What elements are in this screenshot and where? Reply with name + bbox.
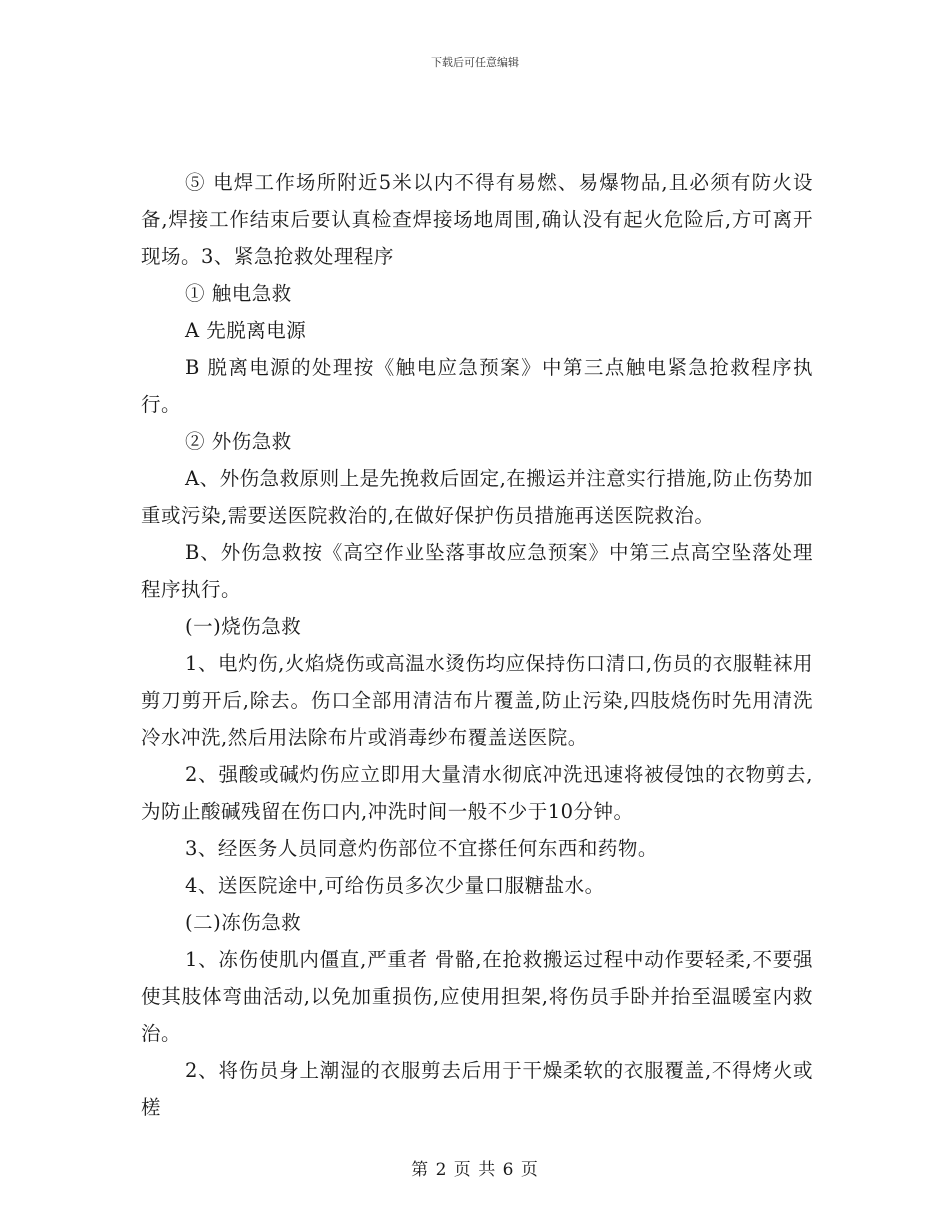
- paragraph-power-procedure: B 脱离电源的处理按《触电应急预案》中第三点触电紧急抢救程序执行。: [141, 356, 813, 416]
- paragraph-disconnect-power: A 先脱离电源: [185, 319, 307, 342]
- paragraph-trauma-principle: A、外伤急救原则上是先挽救后固定,在搬运并注意实行措施,防止伤势加重或污染,需要送医院救治的,在做好保护伤员措施再送医院救治。: [141, 467, 813, 527]
- heading-frostbite-aid: (二)冻伤急救: [185, 911, 302, 934]
- heading-electric-shock-aid: ① 触电急救: [185, 282, 292, 305]
- paragraph-frostbite-1: 1、冻伤使肌内僵直,严重者 骨骼,在抢救搬运过程中动作要轻柔,不要强使其肢体弯曲活动,以免加重损伤,应使用担架,将伤员手卧并抬至温暖室内救治。: [141, 948, 813, 1045]
- paragraph-burn-4: 4、送医院途中,可给伤员多次少量口服糖盐水。: [185, 874, 605, 897]
- paragraph-frostbite-2: 2、将伤员身上潮湿的衣服剪去后用于干燥柔软的衣服覆盖,不得烤火或槎: [141, 1059, 813, 1119]
- heading-burn-aid: (一)烧伤急救: [185, 615, 302, 638]
- document-body: [141, 164, 813, 1126]
- paragraph-burn-2: 2、强酸或碱灼伤应立即用大量清水彻底冲洗迅速将被侵蚀的衣物剪去,为防止酸碱残留在伤口内,冲洗时间一般不少于10分钟。: [141, 763, 813, 823]
- paragraph-burn-1: 1、电灼伤,火焰烧伤或高温水烫伤均应保持伤口清口,伤员的衣服鞋袜用剪刀剪开后,除去。伤口全部用清洁布片覆盖,防止污染,四肢烧伤时先用清洗冷水冲洗,然后用法除布片或消毒纱布覆盖送医院。: [141, 652, 813, 749]
- paragraph-burn-3: 3、经医务人员同意灼伤部位不宜搽任何东西和药物。: [185, 837, 658, 860]
- page-header: 下载后可任意编辑: [431, 56, 519, 69]
- paragraph-welding-safety: ⑤ 电焊工作场所附近5米以内不得有易燃、易爆物品,且必须有防火设备,焊接工作结束后要认真检查焊接场地周围,确认没有起火危险后,方可离开现场。3、紧急抢救处理程序: [141, 171, 813, 268]
- paragraph-trauma-fall-plan: B、外伤急救按《高空作业坠落事故应急预案》中第三点高空坠落处理程序执行。: [141, 541, 813, 601]
- heading-trauma-aid: ② 外伤急救: [185, 430, 292, 453]
- page-number: 第 2 页 共 6 页: [411, 1160, 539, 1180]
